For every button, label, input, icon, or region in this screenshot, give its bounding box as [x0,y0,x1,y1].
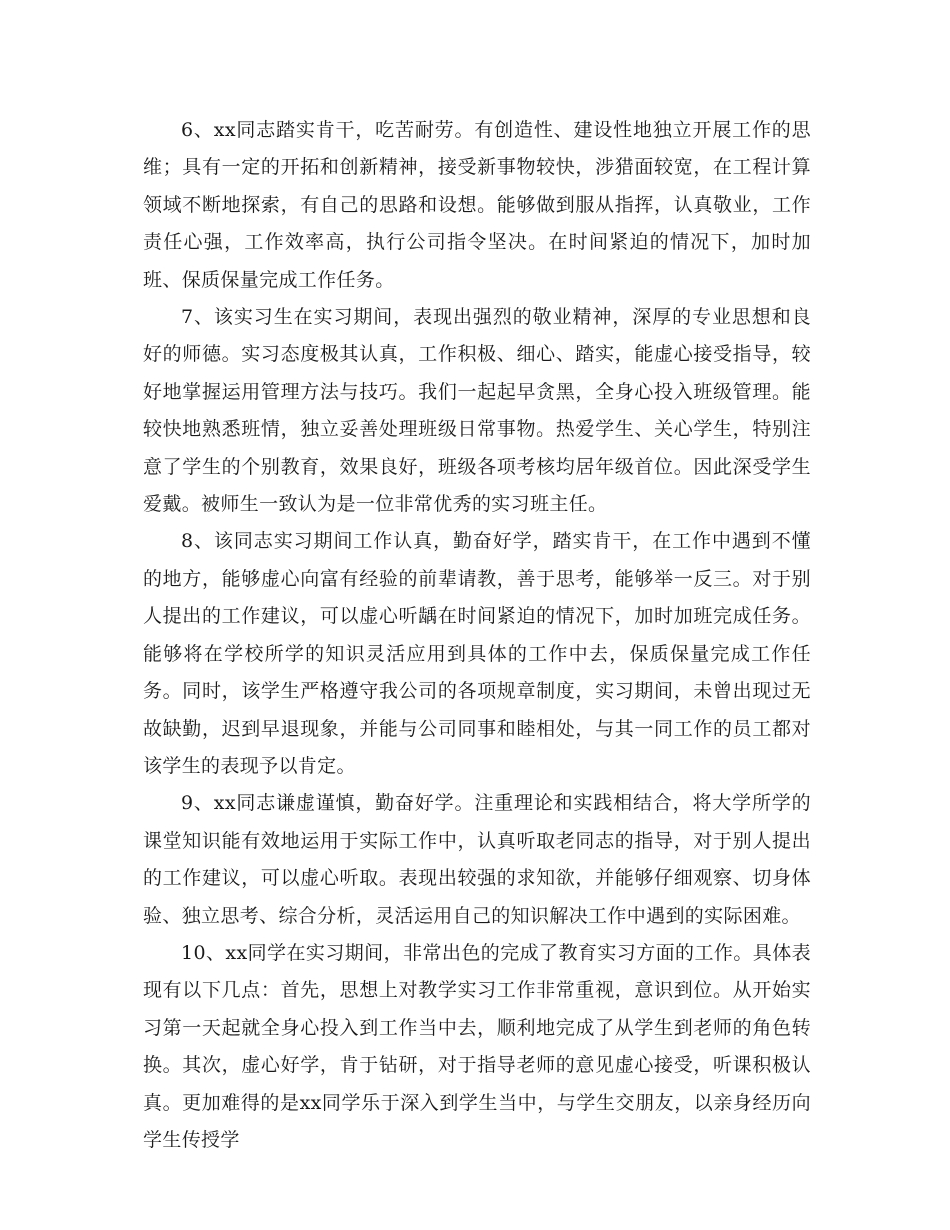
paragraph-6: 6、xx同志踏实肯干，吃苦耐劳。有创造性、建设性地独立开展工作的思维；具有一定的开拓和创新精神，接受新事物较快，涉猎面较宽，在工程计算领域不断地探索，有自己的思路和设想。能够做到服从指挥，认真敬业，工作责任心强，工作效率高，执行公司指令坚决。在时间紧迫的情况下，加时加班、保质保量完成工作任务。 [143,119,811,291]
paragraph-10: 10、xx同学在实习期间，非常出色的完成了教育实习方面的工作。具体表现有以下几点：首先，思想上对教学实习工作非常重视，意识到位。从开始实习第一天起就全身心投入到工作当中去，顺利地完成了从学生到老师的角色转换。其次，虚心好学，肯于钻研，对于指导老师的意见虚心接受，听课积极认真。更加难得的是xx同学乐于深入到学生当中，与学生交朋友，以亲身经历向学生传授学 [143,941,811,1151]
document-body [143,112,811,1159]
paragraph-7: 7、该实习生在实习期间，表现出强烈的敬业精神，深厚的专业思想和良好的师德。实习态度极其认真，工作积极、细心、踏实，能虚心接受指导，较好地掌握运用管理方法与技巧。我们一起起早贪黑，全身心投入班级管理。能较快地熟悉班情，独立妥善处理班级日常事物。热爱学生、关心学生，特别注意了学生的个别教育，效果良好，班级各项考核均居年级首位。因此深受学生爱戴。被师生一致认为是一位非常优秀的实习班主任。 [143,306,811,516]
paragraph-9: 9、xx同志谦虚谨慎，勤奋好学。注重理论和实践相结合，将大学所学的课堂知识能有效地运用于实际工作中，认真听取老同志的指导，对于别人提出的工作建议，可以虚心听取。表现出较强的求知欲，并能够仔细观察、切身体验、独立思考、综合分析，灵活运用自己的知识解决工作中遇到的实际困难。 [143,792,811,927]
paragraph-8: 8、该同志实习期间工作认真，勤奋好学，踏实肯干，在工作中遇到不懂的地方，能够虚心向富有经验的前辈请教，善于思考，能够举一反三。对于别人提出的工作建议，可以虚心听龋在时间紧迫的情况下，加时加班完成任务。能够将在学校所学的知识灵活应用到具体的工作中去，保质保量完成工作任务。同时，该学生严格遵守我公司的各项规章制度，实习期间，未曾出现过无故缺勤，迟到早退现象，并能与公司同事和睦相处，与其一同工作的员工都对该学生的表现予以肯定。 [143,530,811,777]
